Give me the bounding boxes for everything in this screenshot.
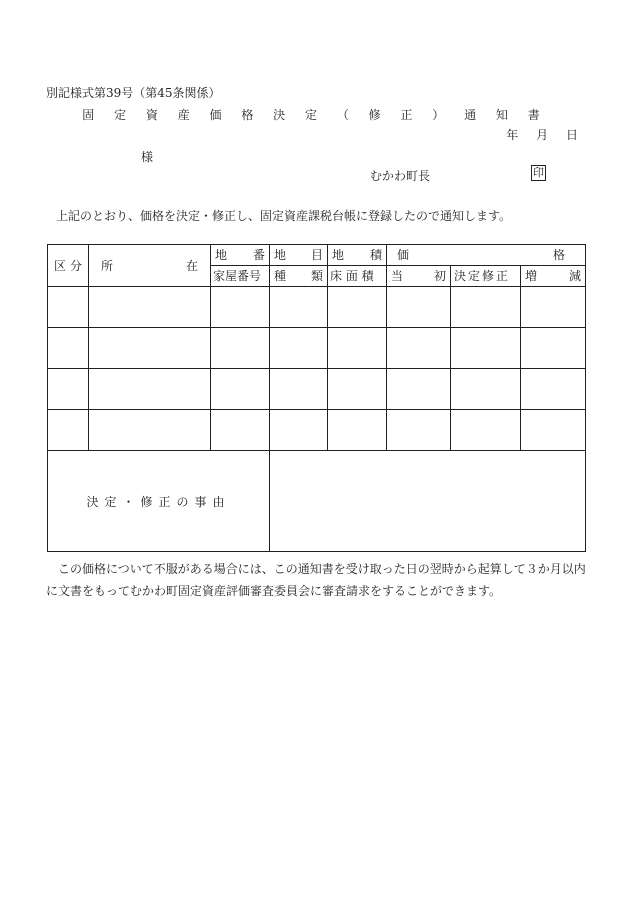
form-number: 別記様式第39号（第45条関係）	[46, 86, 221, 100]
date-month: 月	[536, 128, 549, 142]
valuation-table	[47, 244, 586, 552]
addressee-suffix: 様	[141, 150, 154, 164]
table-row	[48, 410, 586, 451]
document-title: 固 定 資 産 価 格 決 定 （ 修 正 ） 通 知 書	[82, 108, 548, 122]
table-row	[48, 328, 586, 369]
header-yukamenseki: 床 面 積	[328, 266, 387, 287]
header-chiban: 地 番	[211, 245, 270, 266]
header-toushou: 当 初	[387, 266, 451, 287]
seal-mark: 印	[533, 166, 544, 179]
header-kettei-shusei: 決定修正	[451, 266, 521, 287]
header-kubun: 区 分	[48, 245, 89, 287]
header-chimoku: 地 目	[270, 245, 328, 266]
table-row	[48, 369, 586, 410]
header-shurui: 種 類	[270, 266, 328, 287]
issuer-name: むかわ町長	[370, 169, 431, 183]
header-shozai: 所 在	[89, 245, 211, 287]
header-zougen: 増 減	[521, 266, 586, 287]
notice-text: この価格について不服がある場合には、この通知書を受け取った日の翌時から起算して３か月以内に文書をもってむかわ町固定資産評価審査委員会に審査請求をすることができます。	[46, 562, 586, 598]
date-line	[492, 126, 578, 143]
date-year: 年	[506, 128, 519, 142]
reason-label: 決定・修正の事由	[48, 451, 270, 552]
reason-field	[270, 451, 586, 552]
header-kakaku: 価 格	[387, 245, 586, 266]
intro-text: 上記のとおり、価格を決定・修正し、固定資産課税台帳に登録したので通知します。	[56, 209, 512, 223]
date-day: 日	[565, 128, 578, 142]
table-row	[48, 287, 586, 328]
header-kaoku-bango: 家屋番号	[211, 266, 270, 287]
header-chiseki: 地 積	[328, 245, 387, 266]
